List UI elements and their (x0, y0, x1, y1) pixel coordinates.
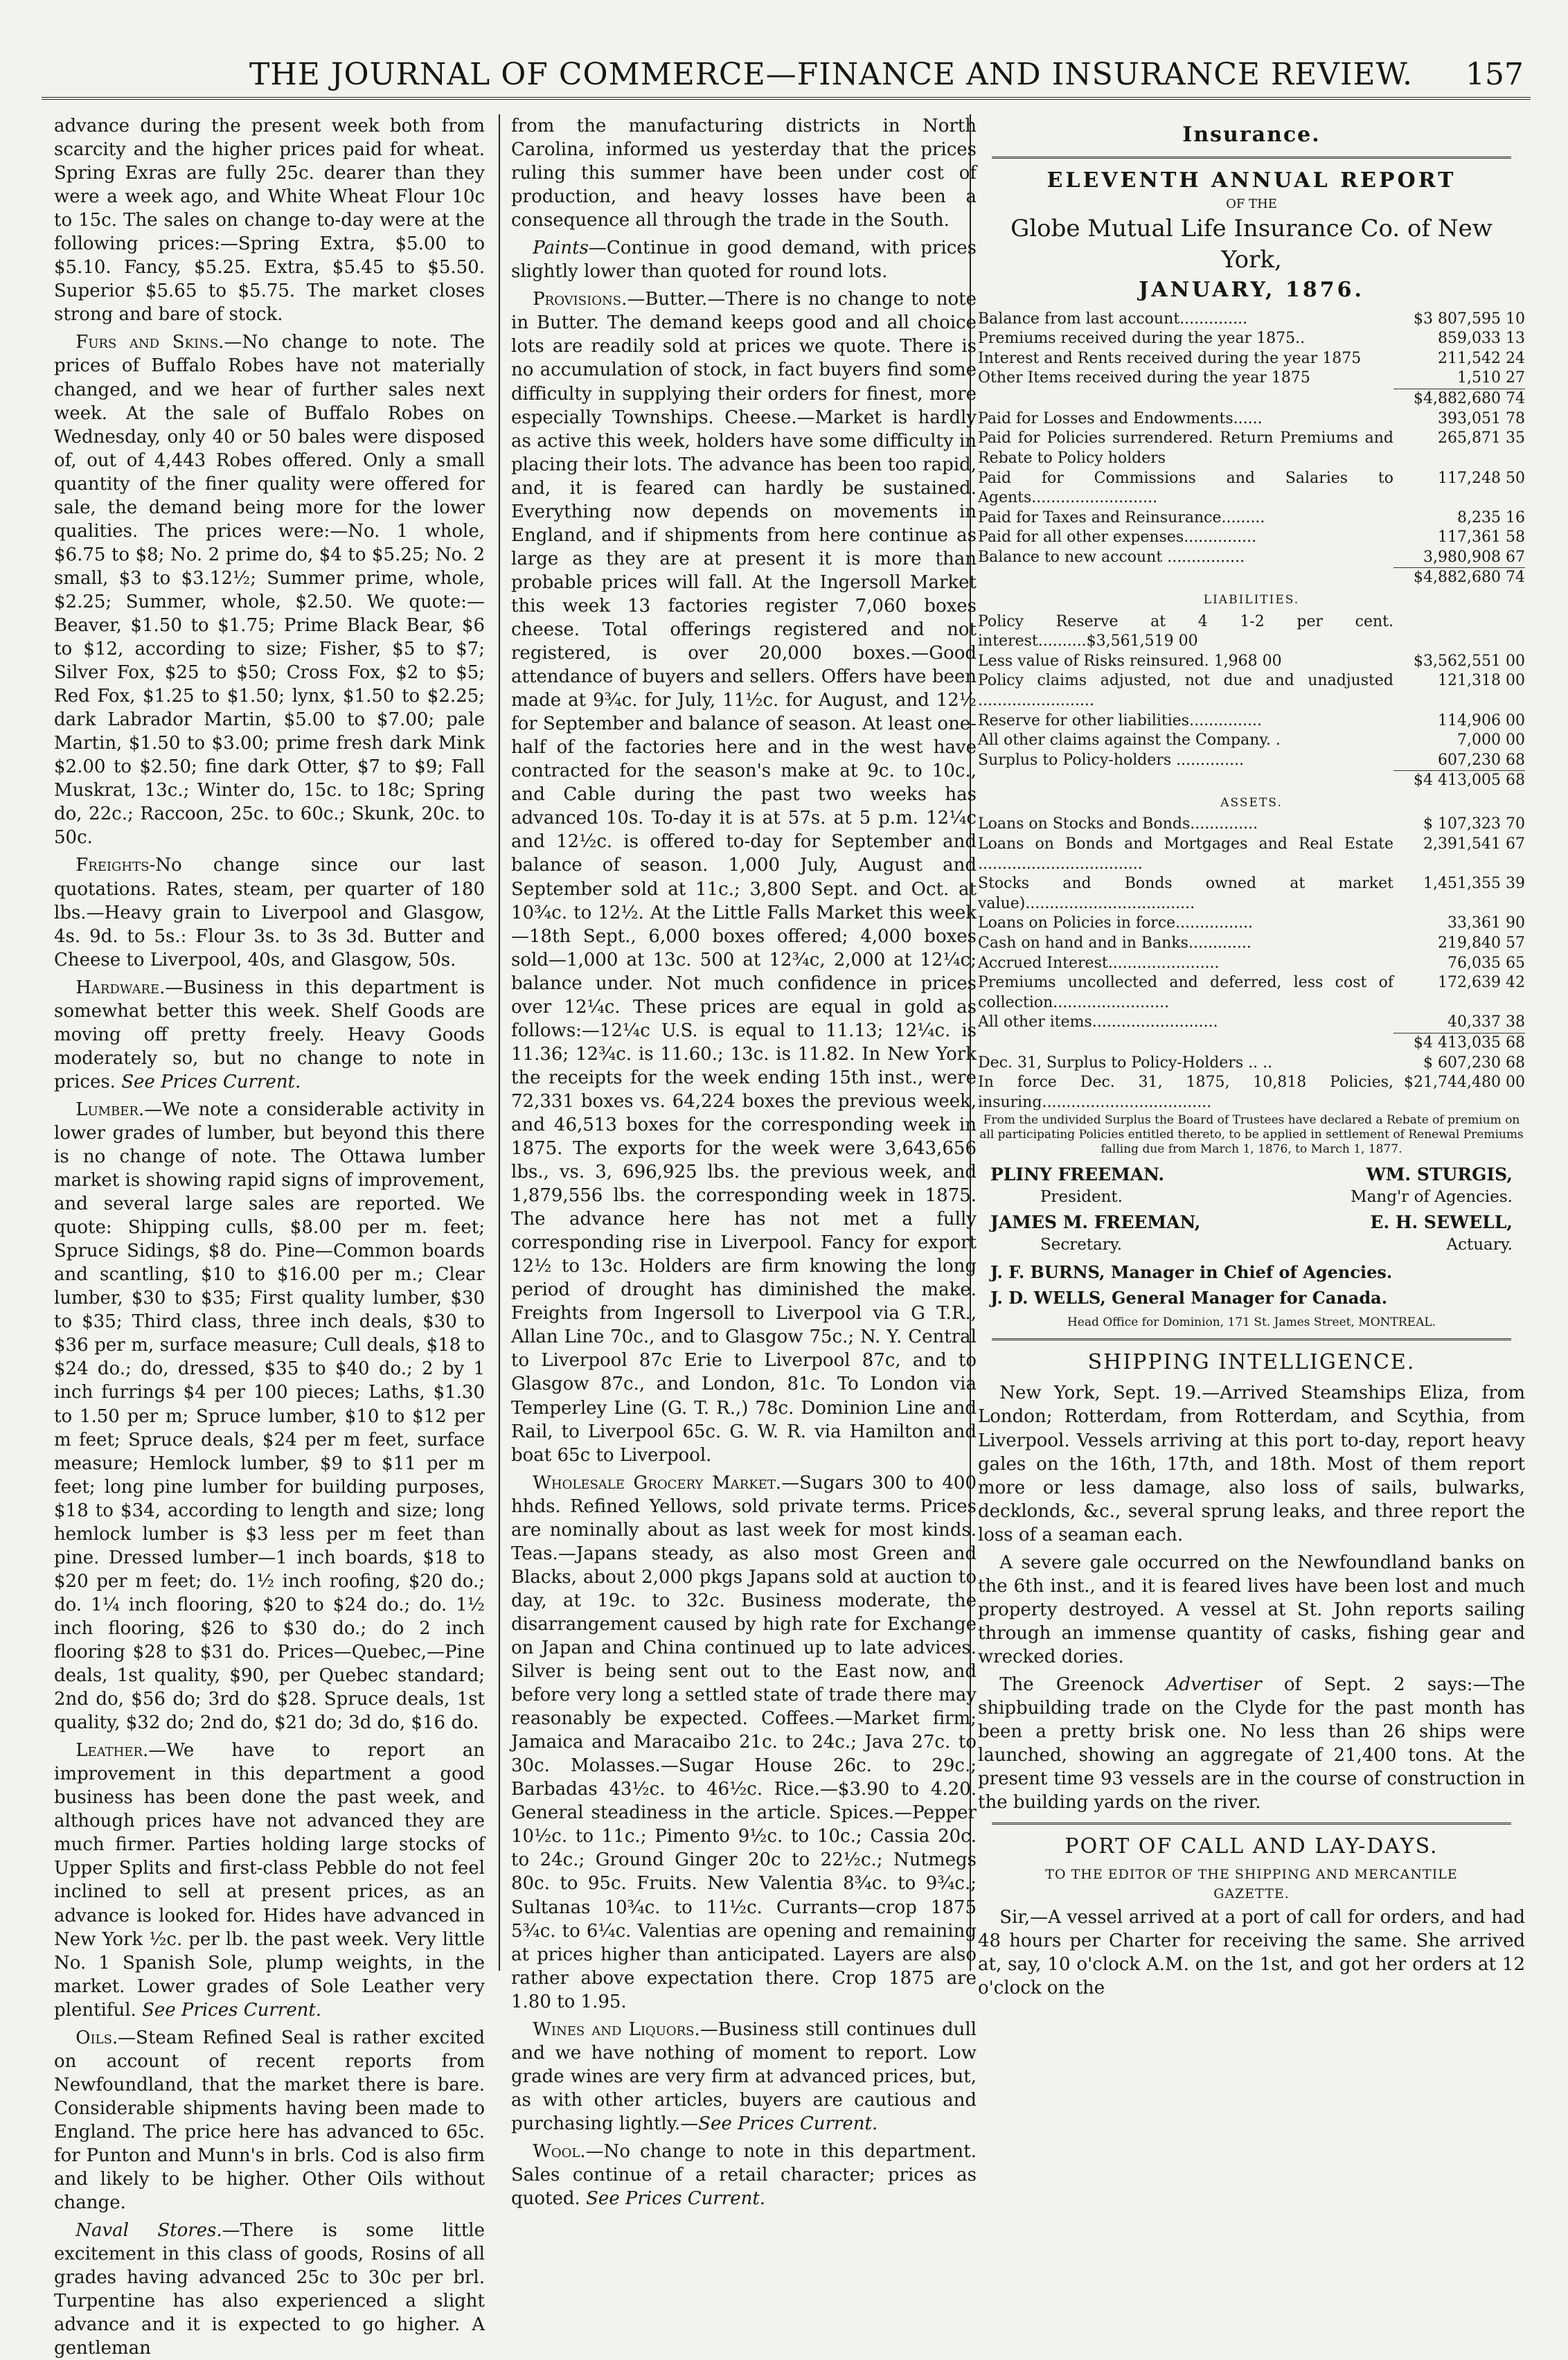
ledger-row: Paid for Policies surrendered. Return Premiums and Rebate to Policy holders 265,871 35 (978, 429, 1525, 467)
report-of: OF THE (1226, 196, 1277, 211)
ledger-row: Accrued Interest....................... 76,035 65 (978, 954, 1525, 972)
assets-heading: ASSETS. (1220, 796, 1283, 810)
paints-text: —Continue in good demand, with prices slightly lower than quoted for round lots. (511, 238, 977, 283)
ledger-row: Interest and Rents received during the year 1875 211,542 24 (978, 349, 1525, 367)
insurance-heading: Insurance. (1182, 123, 1321, 147)
naval-label: Naval Stores. (75, 2220, 222, 2242)
wines-see: See Prices Current. (698, 2113, 878, 2134)
officer-title: Actuary. (1446, 1235, 1513, 1254)
ledger-row: Loans on Stocks and Bonds.............. $ 107,323 70 (978, 815, 1525, 833)
furs-text: —No change to note. The prices of Buffalo Robes have not materially changed, and we hear of further sales next week. At the sale of Buffalo Robes on Wednesday, only 40 or 50 bales were disposed of, out of 4,443 Robes offered. Only a small quantity of the finer quality were offered for sale, the demand being more for the lower qualities. The prices were:—No. 1 whole, $6.75 to $8; No. 2 prime do, $4 to $5.25; No. 2 small, $3 to $3.12½; Summer prime, whole, $2.25; Summer, whole, $2.50. We quote:—Beaver, $1.50 to $1.75; Prime Black Bear, $6 to $12, according to size; Fisher, $5 to $7; Silver Fox, $25 to $50; Cross Fox, $2 to $5; Red Fox, $1.25 to $1.50; lynx, $1.50 to $2.25; dark Labrador Martin, $5.00 to $7.00; pale Martin, $1.50 to $3.00; prime fresh dark Mink $2.00 to $2.50; fine dark Otter, $7 to $9; Fall Muskrat, 13c.; Winter do, 15c. to 18c; Spring do, 22c.; Raccoon, 25c. to 60c.; Skunk, 20c. to 50c. (54, 332, 485, 849)
shipping-paragraph: A severe gale occurred on the Newfoundland banks on the 6th inst., and it is feared lives have been lost and much property destroyed. A vessel at St. John reports sailing through an immense quantity of casks, fishing gear and wrecked dories. (978, 1552, 1525, 1667)
officer-name: PLINY FREEMAN. (990, 1164, 1165, 1185)
oils-text: —Steam Refined Seal is rather excited on account of recent reports from Newfoundland, that the market there is bare. Considerable shipments having been made to England. The price here has advanced to 65c. for Punton and Munn's in brls. Cod is also firm and likely to be higher. Other Oils without change. (54, 2027, 485, 2214)
lumber-text: —We note a considerable activity in lower grades of lumber, but beyond this there is no change of note. The Ottawa lumber market is showing rapid signs of improvement, and several large sales are reported. We quote: Shipping culls, $8.00 per m. feet; Spruce Sidings, $8 do. Pine—Common boards and scantling, $10 to $16.00 per m.; Clear lumber, $30 to $35; First quality lumber, $30 to $35; Third class, three inch deals, $30 to $36 per m, surface measure; Cull deals, $18 to $24 do.; do, dressed, $35 to $40 do.; 2 by 1 inch furrings $4 per 100 pieces; Laths, $1.30 to 1.50 per m; Spruce lumber, $10 to $12 per m feet; Spruce deals, $24 per m feet, surface measure; Hemlock lumber, $9 to $11 per m feet; long pine lumber for building purposes, $18 to $34, according to length and size; long hemlock lumber is $3 less per m feet than pine. Dressed lumber—1 inch boards, $18 to $20 per m feet; do. 1½ inch roofing, $20 do.; do. 1¼ inch flooring, $20 to $24 do.; do. 1½ inch flooring, $26 to $30 do.; do 2 inch flooring $28 to $31 do. Prices—Quebec,—Pine deals, 1st quality, $90, per Quebec standard; 2nd do, $56 do; 3rd do $28. Spruce deals, 1st quality, $32 do; 2nd do, $21 do; 3d do, $16 do. (54, 1099, 485, 1734)
ledger-row: Surplus to Policy-holders .............. 607,230 68 (978, 751, 1525, 769)
ledger-row: Cash on hand and in Banks............. 219,840 57 (978, 934, 1525, 952)
officer-title: Secretary. (1040, 1235, 1123, 1254)
ledger-row: Other Items received during the year 1875 1,510 27 (978, 369, 1525, 387)
grocery-label: Wholesale Grocery Market. (533, 1472, 782, 1493)
ledger-receipts (978, 310, 1525, 409)
ledger-row: Premiums uncollected and deferred, less cost of collection........................ 172,639 42 (978, 974, 1525, 1011)
ledger-row: Less value of Risks reinsured. 1,968 00 $3,562,551 00 (978, 652, 1525, 670)
leather-label: Leather. (75, 1740, 149, 1762)
report-date: JANUARY, 1876. (1139, 278, 1364, 303)
paints-label: Paints (533, 238, 589, 259)
port-paragraph: Sir,—A vessel arrived at a port of call for orders, and had 48 hours per Charter for receiving the same. She arrived at, say, 10 o'clock A.M. on the 1st, and got her orders at 12 o'clock on the (978, 1907, 1525, 1999)
ledger-total: $4,882,680 74 (1393, 567, 1525, 588)
shipping-paragraph: New York, Sept. 19.—Arrived Steamships Eliza, from London; Rotterdam, from Rotterdam, and Scythia, from Liverpool. Vessels arriving at this port to-day, report heavy gales on the 16th, 17th, and 18th. Most of them report more or less damage, also loss of sails, bulwarks, decklonds, &c., several sprung leaks, and three report the loss of a seaman each. (978, 1383, 1525, 1545)
officer-name: JAMES M. FREEMAN, (990, 1212, 1201, 1233)
officers-row-1 (978, 1164, 1525, 1187)
shipping-paragraph: The Greenock Advertiser of Sept. 2 says:—The shipbuilding trade on the Clyde for the past month has been a pretty brisk one. No less than 26 ships were launched, showing an aggregate of 21,400 tons. At the present time 93 vessels are in the course of construction in the building yards on the river. (978, 1674, 1525, 1813)
officer-titles-row-1 (978, 1187, 1525, 1212)
ledger-row: Paid for Taxes and Reinsurance......... 8,235 16 (978, 508, 1525, 526)
ledger-surplus (978, 1054, 1525, 1113)
ledger-row: Premiums received during the year 1875.. 859,033 13 (978, 330, 1525, 348)
furs-label: Furs and Skins. (75, 332, 224, 353)
ledger-row: Loans on Bonds and Mortgages and Real Estate .................................. 2,391,541 67 (978, 835, 1525, 873)
freights-paragraph (54, 853, 485, 971)
ledger-payments (978, 409, 1525, 589)
head-office: Head Office for Dominion, 171 St. James Street, MONTREAL. (1067, 1315, 1436, 1329)
oils-paragraph (54, 2026, 485, 2215)
report-company: Globe Mutual Life Insurance Co. of New York, (1010, 215, 1493, 274)
rebate-note: From the undivided Surplus the Board of Trustees have declared a Rebate of premium on all participating Policies entitled thereto, to be applied in settlement of Renewal Premiums falling due from March 1, 1876, to March 1, 1877. (979, 1112, 1524, 1156)
ledger-row: Paid for Commissions and Salaries to Agents.......................... 117,248 50 (978, 469, 1525, 507)
page-header (42, 42, 1531, 100)
officers-row-2 (978, 1212, 1525, 1234)
officer-name: E. H. SEWELL, (1370, 1212, 1513, 1233)
ledger-row: Balance to new account ................ 3,980,908 67 (978, 548, 1525, 566)
manager-line: J. D. WELLS, General Manager for Canada. (990, 1288, 1388, 1308)
wines-text: —Business still continues dull and we have nothing of moment to report. Low grade wines are very firm at advanced prices, but, as with other articles, buyers are cautious and purchasing lightly. (511, 2019, 977, 2134)
naval-paragraph (54, 2219, 485, 2360)
liabilities-heading: LIABILITIES. (1203, 593, 1300, 607)
manager-line: J. F. BURNS, Manager in Chief of Agencies. (990, 1262, 1393, 1282)
shipping-heading: SHIPPING INTELLIGENCE. (1087, 1350, 1416, 1375)
provisions-label: Provisions. (533, 289, 627, 310)
continued-paragraph: from the manufacturing districts in North Carolina, informed us yesterday that the prices ruling this summer have been under cost of production, and heavy losses have been a consequence all through the trade in the South. (511, 116, 977, 231)
wool-see: See Prices Current. (586, 2188, 766, 2210)
leather-paragraph (54, 1739, 485, 2022)
ledger-total: $4,882,680 74 (1393, 389, 1525, 409)
report-heading: ELEVENTH ANNUAL REPORT (1046, 168, 1456, 193)
wines-label: Wines and Liquors. (533, 2019, 700, 2040)
divider (992, 1822, 1511, 1825)
oils-label: Oils. (75, 2027, 118, 2048)
hardware-label: Hardware. (75, 977, 166, 998)
ledger-liabilities (978, 612, 1525, 792)
port-heading: PORT OF CALL AND LAY-DAYS. (1064, 1834, 1438, 1859)
leather-see: See Prices Current. (142, 1999, 322, 2021)
wool-label: Wool. (533, 2140, 586, 2162)
grocery-paragraph (511, 1471, 977, 2014)
hardware-text: —Business in this department is somewhat better this week. Shelf Goods are moving off pretty freely. Heavy Goods moderately so, but no change to note in prices. (54, 977, 485, 1092)
ledger-row: Policy Reserve at 4 1-2 per cent. interest..........$3,561,519 00 (978, 612, 1393, 650)
ledger-row: All other claims against the Company. . 7,000 00 (978, 731, 1525, 749)
wool-paragraph (511, 2140, 977, 2210)
ledger-row: All other items.......................... 40,337 38 (978, 1013, 1525, 1031)
lumber-label: Lumber. (75, 1099, 145, 1120)
wines-paragraph: Wines and Liquors.—Business still continues dull and we have nothing of moment to report. Low grade wines are very firm at advanced prices, but, as with other articles, buyers are cautious and purchasing lightly.—See Prices Current. (511, 2019, 977, 2134)
lumber-paragraph (54, 1098, 485, 1734)
ledger-row: Policy claims adjusted, not due and unadjusted ........................ 121,318 00 (978, 672, 1525, 709)
hardware-paragraph (54, 976, 485, 1094)
ledger-row: In force Dec. 31, 1875, 10,818 Policies, insuring................................... $21,744,480 00 (978, 1074, 1525, 1111)
ledger-total: $4 413,005 68 (1393, 770, 1525, 791)
column-1 (54, 114, 485, 2359)
officer-title: Mang'r of Agencies. (1351, 1188, 1513, 1206)
freights-label: Freights (75, 855, 150, 876)
port-subheading: TO THE EDITOR OF THE SHIPPING AND MERCANTILE (1045, 1866, 1458, 1882)
page-number: 157 (1465, 57, 1524, 92)
officer-name: WM. STURGIS, (1366, 1164, 1513, 1185)
ledger-assets (978, 815, 1525, 1053)
wool-text: —No change to note in this department. Sales continue of a retail character; prices as quoted. (511, 2140, 977, 2210)
port-subheading: GAZETTE. (1213, 1886, 1290, 1902)
column-rule-1 (499, 114, 500, 1971)
naval-text: —There is some little excitement in this class of goods, Rosins of all grades having advanced 25c to 30c per brl. Turpentine has also experienced a slight advance and it is expected to go higher. A gentleman (54, 2220, 485, 2359)
officer-title: President. (1040, 1188, 1123, 1206)
grocery-text: —Sugars 300 to 400 hhds. Refined Yellows, sold private terms. Prices are nominally about as last week for most kinds. Teas.—Japans steady, as also most Green and Blacks, about 2,000 pkgs Japans sold at auction to day, at 19c. to 32c. Business moderate, the disarrangement caused by high rate for Exchange on Japan and China continued up to late advices. Silver is being sent out to the East now, and before very long a settled state of trade there may reasonably be expected. Coffees.—Market firm; Jamaica and Maracaibo 21c. to 24c.; Java 27c. to 30c. Molasses.—Sugar House 26c. to 29c.; Barbadas 43½c. to 46½c. Rice.—$3.90 to 4.20. General steadiness in the article. Spices.—Pepper 10½c. to 11c.; Pimento 9½c. to 10c.; Cassia 20c. to 24c.; Ground Ginger 20c to 22½c.; Nutmegs 80c. to 95c. Fruits. New Valentia 8¾c. to 9¾c.; Sultanas 10¾c. to 11½c. Currants—crop 1875 5¾c. to 6¼c. Valentias are opening and remaining at prices higher than anticipated. Layers are also rather above expectation there. Crop 1875 are 1.80 to 1.95. (511, 1472, 977, 2012)
ledger-row: Balance from last account.............. $3 807,595 10 (978, 310, 1525, 328)
column-2 (511, 114, 977, 2210)
provisions-text: —Butter.—There is no change to note in Butter. The demand keeps good and all choice lots are readily sold at prices we quote. There is no accumulation of stock, in fact buyers find some difficulty in supplying their orders for finest, more especially Townships. Cheese.—Market is hardly as active this week, holders have some difficulty in placing their lots. The advance has been too rapid, and, it is feared can hardly be sustained. Everything now depends on movements in England, and if shipments from here continue as large as they are at present it is more than probable prices will fall. At the Ingersoll Market this week 13 factories register 7,060 boxes cheese. Total offerings registered and not registered, is over 20,000 boxes.—Good attendance of buyers and sellers. Offers have been made at 9¾c. for July, 11½c. for August, and 12½ for September and balance of season. At least one-half of the factories here and in the west have contracted for the season's make at 9c. to 10c., and Cable during the past two weeks has advanced 10s. To-day it is at 57s. at 5 p.m. 12¼c and 12½c. is offered to-day for September and balance of season. 1,000 July, August and September sold at 11c.; 3,800 Sept. and Oct. at 10¾c. to 12½. At the Little Falls Market this week—18th Sept., 6,000 boxes offered; 4,000 boxes sold—1,000 at 13c. 500 at 12¾c, 2,000 at 12¼c; balance under. Not much confidence in prices over 12¼c. These prices are equal in gold as follows:—12¼c U.S. is equal to 11.13; 12¼c. is 11.36; 12¾c. is 11.60.; 13c. is 11.82. In New York the receipts for the week ending 15th inst., were 72,331 boxes vs. 64,224 boxes the previous week, and 46,513 boxes for the corresponding week in 1875. The exports for the week were 3,643,656 lbs., vs. 3, 696,925 lbs. the previous week, and 1,879,556 lbs. the corresponding week in 1875. The advance here has not met a fully corresponding rise in Liverpool. Fancy for export 12½ to 13c. Holders are firm knowing the long period of drought has diminished the make. Freights from Ingersoll to Liverpool via G T.R., Allan Line 70c., and to Glasgow 75c.; N. Y. Central to Liverpool 87c Erie to Liverpool 87c, and to Glasgow 87c., and London, 81c. To London via Temperley Line (G. T. R.,) 78c. Dominion Line and Rail, to Liverpool 65c. G. W. R. via Hamilton and boat 65c to Liverpool. (511, 289, 977, 1466)
ledger-row: Dec. 31, Surplus to Policy-Holders .. .. $ 607,230 68 (978, 1054, 1525, 1072)
freights-text: -No change since our last quotations. Rates, steam, per quarter of 180 lbs.—Heavy grain to Liverpool and Glasgow, 4s. 9d. to 5s.: Flour 3s. to 3s 3d. Butter and Cheese to Liverpool, 40s, and Glasgow, 50s. (54, 855, 485, 970)
provisions-paragraph (511, 287, 977, 1466)
furs-paragraph (54, 330, 485, 849)
ledger-row: Paid for all other expenses............... 117,361 58 (978, 529, 1525, 547)
ledger-row: Stocks and Bonds owned at market value)................................... 1,451,355 39 (978, 875, 1525, 912)
ledger-row: Paid for Losses and Endowments...... 393,051 78 (978, 409, 1525, 427)
column-3 (978, 114, 1525, 1999)
divider (992, 1338, 1511, 1340)
leather-text: —We have to report an improvement in this department a good business has been done the past week, and although prices have not advanced they are much firmer. Parties holding large stocks of Upper Splits and first-class Pebble do not feel inclined to sell at present prices, as an advance is looked for. Hides have advanced in New York ½c. per lb. the past week. Very little No. 1 Spanish Sole, plump weights, in the market. Lower grades of Sole Leather very plentiful. (54, 1740, 485, 2021)
hardware-see: See Prices Current. (121, 1071, 301, 1092)
ledger-row: Loans on Policies in force................ 33,361 90 (978, 914, 1525, 932)
divider (992, 157, 1511, 159)
running-title: THE JOURNAL OF COMMERCE—FINANCE AND INSURANCE REVIEW. (249, 57, 1414, 92)
ledger-row: Reserve for other liabilities............... 114,906 00 (978, 711, 1525, 729)
paints-paragraph (511, 236, 977, 283)
flour-paragraph: advance during the present week both from scarcity and the higher prices paid for wheat. Spring Exras are fully 25c. dearer than they were a week ago, and White Wheat Flour 10c to 15c. The sales on change to-day were at the following prices:—Spring Extra, $5.00 to $5.10. Fancy, $5.25. Extra, $5.45 to $5.50. Superior $5.65 to $5.75. The market closes strong and bare of stock. (54, 116, 485, 326)
ledger-total: $4 413,035 68 (1393, 1033, 1525, 1054)
officer-titles-row-2 (978, 1234, 1525, 1259)
